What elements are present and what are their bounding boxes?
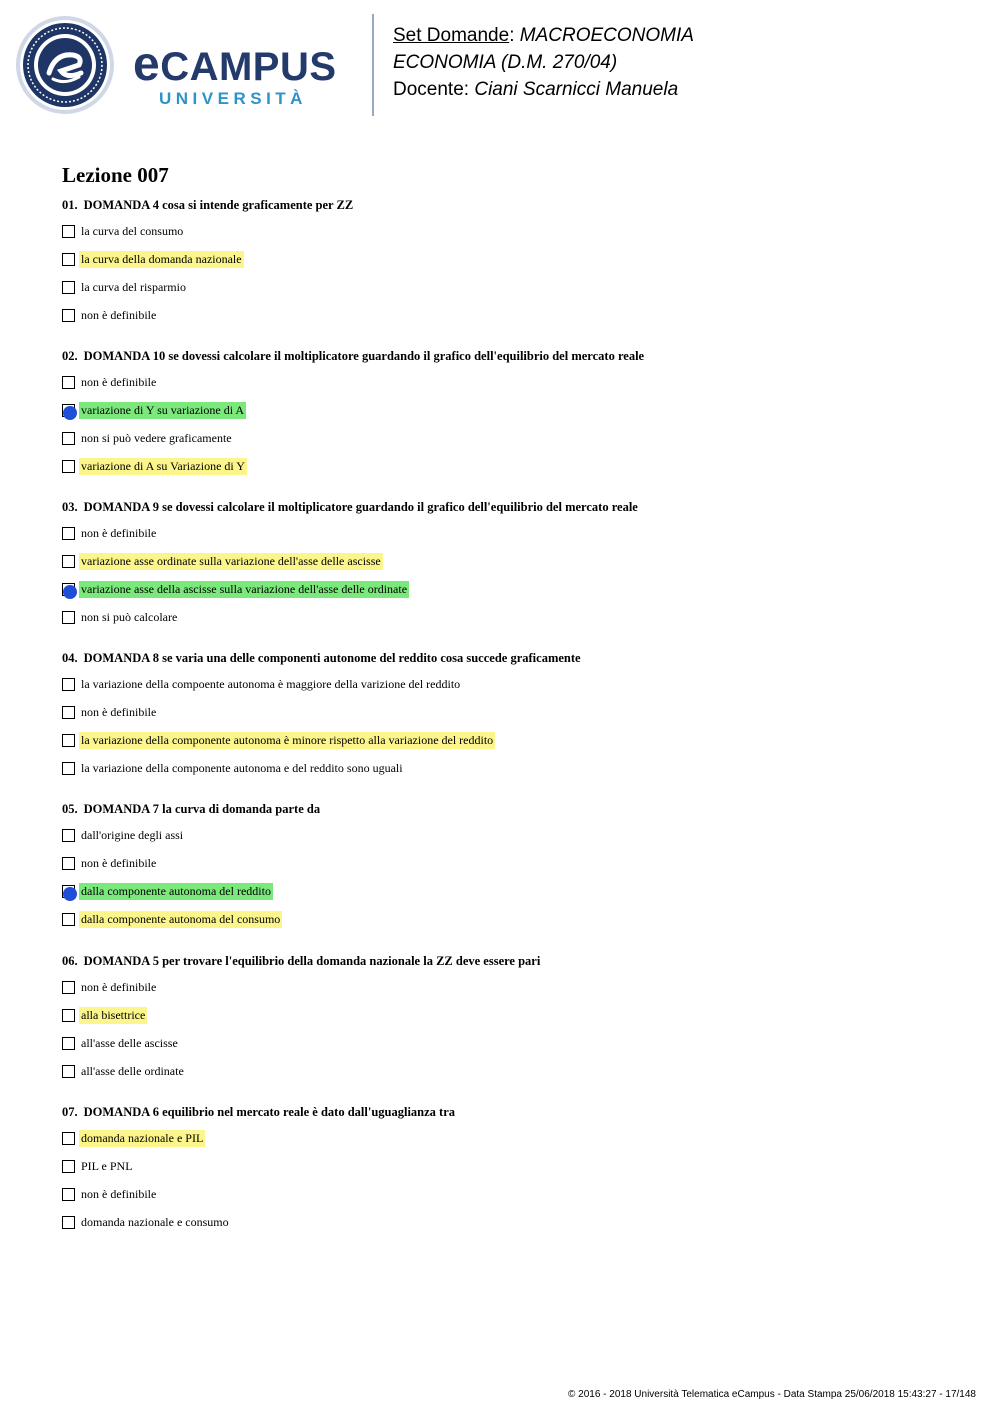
question-block — [62, 499, 962, 637]
answer-text: la curva della domanda nazionale — [81, 252, 242, 266]
header-info: Set Domande: MACROECONOMIA ECONOMIA (D.M. 270/04) Docente: Ciani Scarnicci Manuela — [393, 25, 694, 100]
answer-checkbox[interactable] — [62, 1216, 75, 1229]
selected-dot-icon — [63, 585, 77, 599]
answer-checkbox[interactable] — [62, 678, 75, 691]
answer-text: non si può vedere graficamente — [81, 431, 232, 445]
answer-text: dalla componente autonoma del consumo — [81, 912, 281, 926]
answer-option[interactable] — [62, 855, 962, 883]
question-label: DOMANDA 5 per trovare l'equilibrio della domanda nazionale la ZZ deve essere pari — [83, 954, 541, 968]
answer-option[interactable] — [62, 676, 962, 704]
question-block — [62, 953, 962, 1091]
question-label: DOMANDA 7 la curva di domanda parte da — [83, 802, 321, 816]
answer-checkbox[interactable] — [62, 857, 75, 870]
answer-text: la variazione della componente autonoma è minore rispetto alla variazione del reddito — [81, 733, 494, 747]
answer-option[interactable] — [62, 525, 962, 553]
question-label: DOMANDA 4 cosa si intende graficamente per ZZ — [83, 198, 354, 212]
answer-option[interactable] — [62, 251, 962, 279]
answer-text: dalla componente autonoma del reddito — [81, 884, 271, 898]
answer-checkbox[interactable] — [62, 1037, 75, 1050]
answer-checkbox[interactable] — [62, 611, 75, 624]
answer-option[interactable] — [62, 1214, 962, 1242]
answer-checkbox[interactable] — [62, 225, 75, 238]
answer-text: la curva del consumo — [81, 224, 184, 238]
answer-checkbox[interactable] — [62, 981, 75, 994]
answer-text: variazione asse della ascisse sulla variazione dell'asse delle ordinate — [81, 582, 408, 596]
answer-text: non è definibile — [81, 375, 157, 389]
question-number: 06. — [62, 954, 78, 968]
lesson-title: Lezione 007 — [62, 163, 169, 187]
page-footer: © 2016 - 2018 Università Telematica eCampus - Data Stampa 25/06/2018 15:43:27 - 17/148 — [568, 1389, 976, 1400]
answer-text: domanda nazionale e consumo — [81, 1215, 229, 1229]
answer-text: non è definibile — [81, 526, 157, 540]
answer-text: la variazione della componente autonoma e del reddito sono uguali — [81, 761, 403, 775]
answer-text: all'asse delle ascisse — [81, 1036, 178, 1050]
answer-checkbox[interactable] — [62, 253, 75, 266]
answer-option[interactable] — [62, 374, 962, 402]
answer-option[interactable] — [62, 827, 962, 855]
answer-option[interactable] — [62, 911, 962, 939]
answer-option[interactable] — [62, 1186, 962, 1214]
question-text — [62, 197, 962, 217]
teacher-label: Docente — [393, 79, 464, 100]
answer-text: non è definibile — [81, 1187, 157, 1201]
ecampus-seal-logo — [15, 15, 115, 115]
question-number: 03. — [62, 500, 78, 514]
header-divider — [372, 14, 374, 116]
question-block — [62, 197, 962, 335]
question-label: DOMANDA 9 se dovessi calcolare il moltiplicatore guardando il grafico dell'equilibrio del mercato reale — [83, 500, 638, 514]
answer-option[interactable] — [62, 704, 962, 732]
question-label: DOMANDA 10 se dovessi calcolare il moltiplicatore guardando il grafico dell'equilibrio del mercato reale — [83, 349, 645, 363]
brand-e-letter: e — [133, 38, 161, 91]
answer-checkbox[interactable] — [62, 1188, 75, 1201]
answer-checkbox[interactable] — [62, 432, 75, 445]
answer-checkbox[interactable] — [62, 762, 75, 775]
answer-text: non è definibile — [81, 980, 157, 994]
answer-option[interactable] — [62, 430, 962, 458]
answer-option[interactable] — [62, 1035, 962, 1063]
answer-checkbox[interactable] — [62, 885, 75, 898]
answer-option[interactable] — [62, 279, 962, 307]
answer-checkbox[interactable] — [62, 1132, 75, 1145]
answer-option[interactable] — [62, 553, 962, 581]
set-title-line2: ECONOMIA (D.M. 270/04) — [393, 52, 618, 73]
answer-text: all'asse delle ordinate — [81, 1064, 184, 1078]
selected-dot-icon — [63, 887, 77, 901]
question-block — [62, 650, 962, 788]
question-block — [62, 801, 962, 939]
teacher-name: Ciani Scarnicci Manuela — [474, 79, 679, 100]
set-label: Set Domande — [393, 25, 510, 46]
answer-text: la curva del risparmio — [81, 280, 186, 294]
question-text — [62, 348, 962, 368]
answer-text: variazione di Y su variazione di A — [81, 403, 245, 417]
question-block — [62, 1104, 962, 1242]
answer-text: domanda nazionale e PIL — [81, 1131, 204, 1145]
answer-option[interactable] — [62, 307, 962, 335]
question-number: 02. — [62, 349, 78, 363]
answer-option[interactable] — [62, 732, 962, 760]
answer-option[interactable] — [62, 760, 962, 788]
answer-text: non si può calcolare — [81, 610, 178, 624]
answer-text: dall'origine degli assi — [81, 828, 184, 842]
answer-checkbox[interactable] — [62, 281, 75, 294]
question-text — [62, 953, 962, 973]
answer-checkbox[interactable] — [62, 1065, 75, 1078]
answer-text: non è definibile — [81, 705, 157, 719]
answer-option[interactable] — [62, 581, 962, 609]
answer-option[interactable] — [62, 458, 962, 486]
question-text — [62, 1104, 962, 1124]
answer-text: la variazione della compoente autonoma è maggiore della varizione del reddito — [81, 677, 461, 691]
question-label: DOMANDA 8 se varia una delle componenti autonome del reddito cosa succede graficamente — [83, 651, 581, 665]
answer-text: alla bisettrice — [81, 1008, 146, 1022]
answer-option[interactable] — [62, 402, 962, 430]
ecampus-wordmark — [133, 38, 337, 110]
answer-option[interactable] — [62, 883, 962, 911]
answer-checkbox[interactable] — [62, 460, 75, 473]
question-block — [62, 348, 962, 486]
answer-checkbox[interactable] — [62, 829, 75, 842]
answer-checkbox[interactable] — [62, 1009, 75, 1022]
question-number: 05. — [62, 802, 78, 816]
answer-option[interactable] — [62, 1063, 962, 1091]
question-label: DOMANDA 6 equilibrio nel mercato reale è dato dall'uguaglianza tra — [83, 1105, 456, 1119]
answer-option[interactable] — [62, 979, 962, 1007]
answer-checkbox[interactable] — [62, 1160, 75, 1173]
answer-option[interactable] — [62, 223, 962, 251]
answer-text: non è definibile — [81, 308, 157, 322]
answer-option[interactable] — [62, 1158, 962, 1186]
answer-option[interactable] — [62, 1007, 962, 1035]
answer-checkbox[interactable] — [62, 404, 75, 417]
answer-text: variazione di A su Variazione di Y — [81, 459, 245, 473]
answer-checkbox[interactable] — [62, 913, 75, 926]
selected-dot-icon — [63, 406, 77, 420]
answer-option[interactable] — [62, 609, 962, 637]
answer-checkbox[interactable] — [62, 527, 75, 540]
question-number: 07. — [62, 1105, 78, 1119]
question-text — [62, 801, 962, 821]
brand-name: CAMPUS — [160, 45, 337, 89]
answer-checkbox[interactable] — [62, 555, 75, 568]
answer-text: PIL e PNL — [81, 1159, 133, 1173]
answer-checkbox[interactable] — [62, 706, 75, 719]
question-text — [62, 499, 962, 519]
answer-text: non è definibile — [81, 856, 157, 870]
answer-option[interactable] — [62, 1130, 962, 1158]
answer-checkbox[interactable] — [62, 309, 75, 322]
set-title-line1: MACROECONOMIA — [519, 25, 694, 46]
question-text — [62, 650, 962, 670]
answer-text: variazione asse ordinate sulla variazione dell'asse delle ascisse — [81, 554, 381, 568]
answer-checkbox[interactable] — [62, 376, 75, 389]
answer-checkbox[interactable] — [62, 583, 75, 596]
page-header — [0, 0, 1000, 130]
brand-subtitle: UNIVERSITÀ — [159, 89, 307, 108]
question-number: 04. — [62, 651, 78, 665]
question-number: 01. — [62, 198, 78, 212]
answer-checkbox[interactable] — [62, 734, 75, 747]
